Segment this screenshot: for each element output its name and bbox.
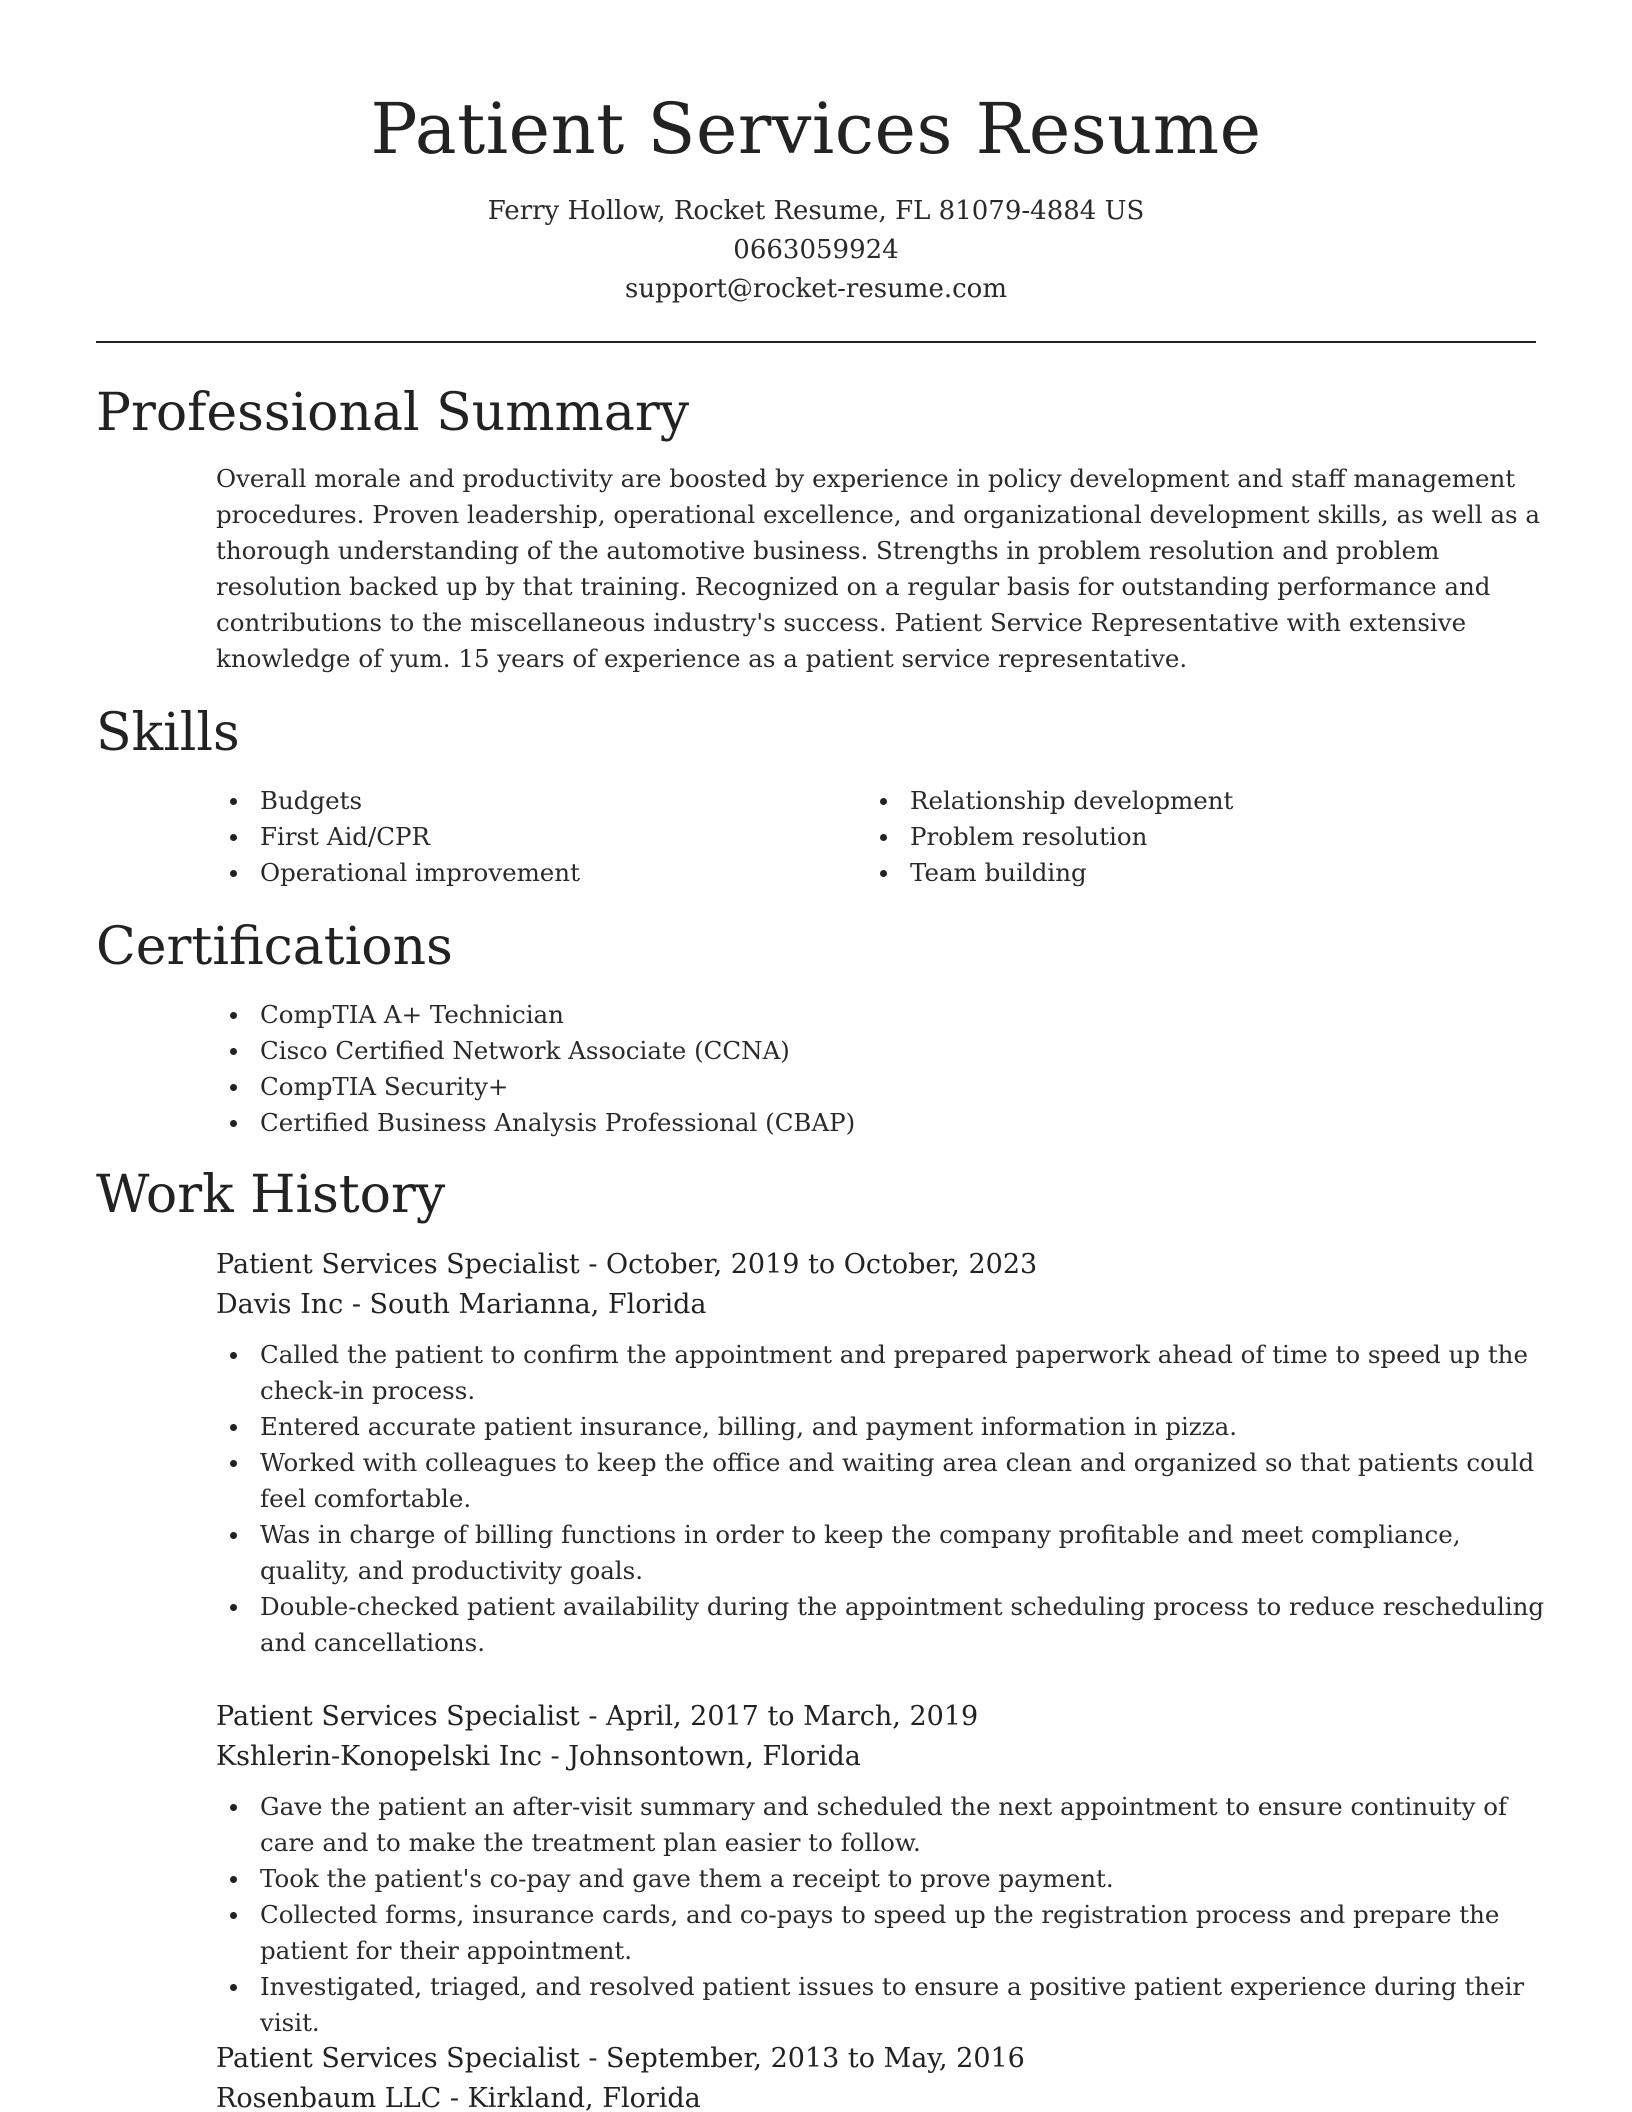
job-bullets [216, 1337, 1546, 1661]
certifications-heading: Certifications [96, 917, 453, 977]
contact-email[interactable]: support@rocket-resume.com [624, 274, 1007, 304]
skills-list-right [866, 783, 1506, 891]
skill-item: Problem resolution [866, 819, 1506, 855]
header-divider [96, 341, 1536, 343]
job-title-dates: Patient Services Specialist - April, 2017 to March, 2019 [216, 1701, 979, 1732]
job-bullet: Was in charge of billing functions in order to keep the company profitable and meet compliance, quality, and productivity goals. [216, 1517, 1546, 1589]
summary-text: Overall morale and productivity are boosted by experience in policy development and staff management procedures. Proven leadership, operational excellence, and organizational development skills, as well as a thorough understanding of the automotive business. Strengths in problem resolution and problem resolution backed up by that training. Recognized on a regular basis for outstanding performance and contributions to the miscellaneous industry's success. Patient Service Representative with extensive knowledge of yum. 15 years of experience as a patient service representative. [216, 464, 1540, 673]
job-bullets [216, 1789, 1546, 2041]
job-bullet: Took the patient's co-pay and gave them a receipt to prove payment. [216, 1861, 1546, 1897]
job-bullet: Gave the patient an after-visit summary and scheduled the next appointment to ensure continuity of care and to make the treatment plan easier to follow. [216, 1789, 1546, 1861]
contact-block [0, 192, 1632, 309]
job-title-dates: Patient Services Specialist - September, 2013 to May, 2016 [216, 2043, 1025, 2074]
job-company-location: Davis Inc - South Marianna, Florida [216, 1289, 707, 1320]
job-bullet: Collected forms, insurance cards, and co-pays to speed up the registration process and prepare the patient for their appointment. [216, 1897, 1546, 1969]
skills-heading: Skills [96, 703, 240, 763]
work-history-heading: Work History [96, 1165, 446, 1225]
certification-item: Cisco Certified Network Associate (CCNA) [216, 1033, 1516, 1069]
certification-item: CompTIA A+ Technician [216, 997, 1516, 1033]
resume-title: Patient Services Resume [370, 88, 1262, 170]
job-company-location: Rosenbaum LLC - Kirkland, Florida [216, 2083, 701, 2112]
skill-item: Budgets [216, 783, 856, 819]
job-bullet: Worked with colleagues to keep the office and waiting area clean and organized so that patients could feel comfortable. [216, 1445, 1546, 1517]
job-bullet: Called the patient to confirm the appointment and prepared paperwork ahead of time to speed up the check-in process. [216, 1337, 1546, 1409]
certification-item: CompTIA Security+ [216, 1069, 1516, 1105]
resume-header [0, 0, 1632, 309]
certifications-list [216, 997, 1516, 1141]
skill-item: Team building [866, 855, 1506, 891]
job-title-dates: Patient Services Specialist - October, 2019 to October, 2023 [216, 1249, 1038, 1280]
skill-item: Operational improvement [216, 855, 856, 891]
job-entry [216, 2039, 1546, 2112]
summary-heading: Professional Summary [96, 383, 690, 443]
contact-phone: 0663059924 [733, 235, 899, 265]
job-entry [216, 1697, 1546, 2041]
skills-list-left [216, 783, 856, 891]
job-bullet: Investigated, triaged, and resolved patient issues to ensure a positive patient experience during their visit. [216, 1969, 1546, 2041]
job-company-location: Kshlerin-Konopelski Inc - Johnsontown, Florida [216, 1741, 861, 1772]
skill-item: First Aid/CPR [216, 819, 856, 855]
job-bullet: Double-checked patient availability during the appointment scheduling process to reduce rescheduling and cancellations. [216, 1589, 1546, 1661]
skill-item: Relationship development [866, 783, 1506, 819]
job-bullet: Entered accurate patient insurance, billing, and payment information in pizza. [216, 1409, 1546, 1445]
contact-address: Ferry Hollow, Rocket Resume, FL 81079-4884 US [487, 196, 1145, 226]
certification-item: Certified Business Analysis Professional (CBAP) [216, 1105, 1516, 1141]
job-entry [216, 1245, 1546, 1661]
